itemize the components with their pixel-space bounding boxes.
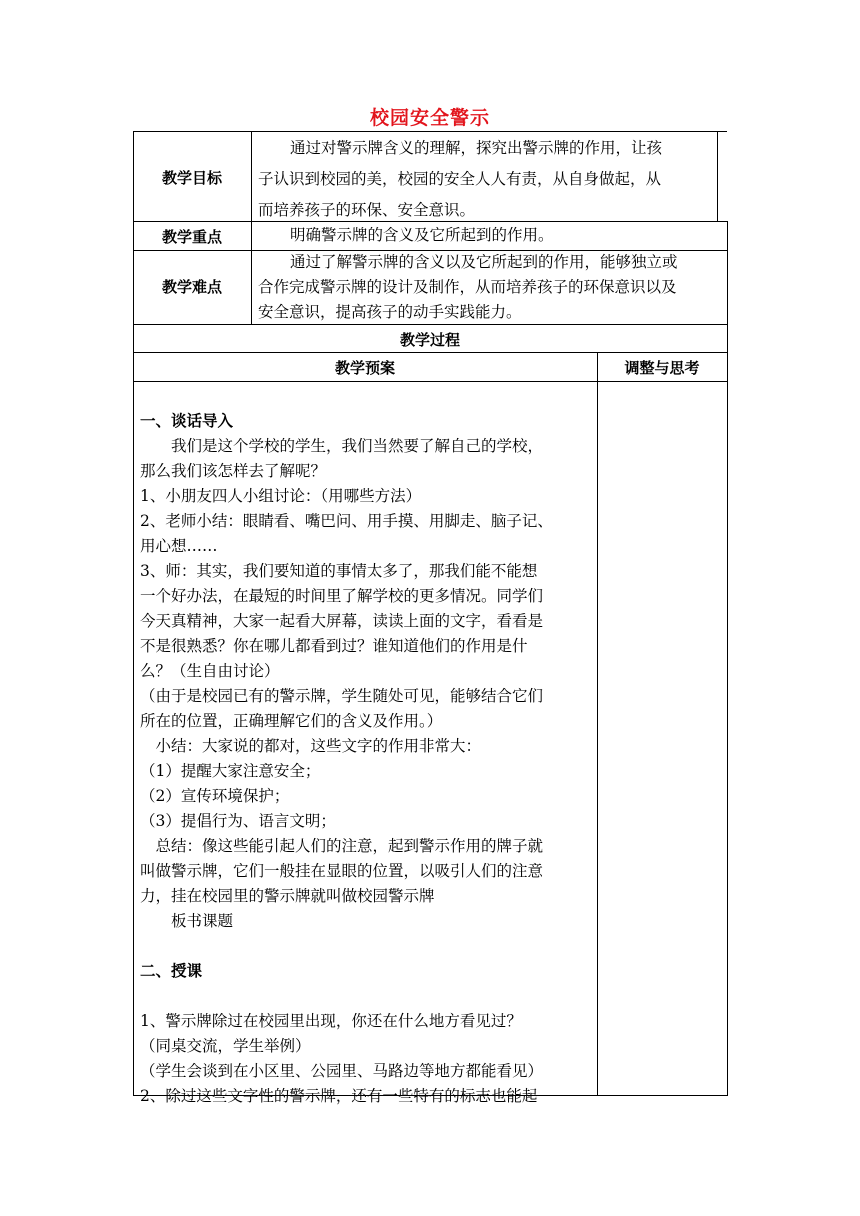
plan-line: 力，挂在校园里的警示牌就叫做校园警示牌 [140, 887, 435, 905]
plan-line: 1、小朋友四人小组讨论：（用哪些方法） [140, 487, 422, 505]
plan-line: 那么我们该怎样去了解呢？ [140, 462, 327, 480]
plan-line: 不是很熟悉？你在哪儿都看到过？谁知道他们的作用是什 [140, 637, 528, 655]
difficulties-text [258, 250, 678, 325]
key-points-label: 教学重点 [161, 228, 222, 246]
difficulties-label: 教学难点 [161, 278, 222, 296]
adjust-column-header: 调整与思考 [624, 359, 700, 377]
objectives-line: 子认识到校园的美，校园的安全人人有责，从自身做起，从 [258, 170, 662, 188]
plan-line: 总结：像这些能引起人们的注意，起到警示作用的牌子就 [140, 837, 544, 855]
plan-line: 我们是这个学校的学生，我们当然要了解自己的学校， [140, 437, 544, 455]
plan-line: 2、老师小结：眼睛看、嘴巴问、用手摸、用脚走、脑子记、 [140, 512, 553, 530]
plan-line: （2）宣传环境保护； [140, 787, 290, 805]
plan-line: 叫做警示牌，它们一般挂在显眼的位置，以吸引人们的注意 [140, 862, 544, 880]
document-title: 校园安全警示 [369, 107, 490, 129]
plan-line: 所在的位置，正确理解它们的含义及作用。） [140, 712, 443, 730]
process-header: 教学过程 [399, 331, 460, 349]
plan-line: （学生会谈到在小区里、公园里、马路边等地方都能看见） [140, 1062, 544, 1080]
plan-line [140, 984, 596, 1009]
difficulties-line: 安全意识，提高孩子的动手实践能力。 [258, 303, 522, 321]
plan-body [140, 384, 596, 1109]
objectives-text [258, 133, 662, 226]
difficulties-line: 合作完成警示牌的设计及制作，从而培养孩子的环保意识以及 [258, 278, 677, 296]
section-heading: 二、授课 [140, 962, 203, 980]
plan-line: 一个好办法，在最短的时间里了解学校的更多情况。同学们 [140, 587, 544, 605]
plan-line: （1）提醒大家注意安全； [140, 762, 321, 780]
plan-line [140, 934, 596, 959]
plan-line: 板书课题 [140, 912, 234, 930]
objectives-line: 通过对警示牌含义的理解，探究出警示牌的作用，让孩 [290, 139, 663, 157]
key-points-line: 明确警示牌的含义及它所起到的作用。 [290, 226, 554, 244]
plan-line: 小结：大家说的都对，这些文字的作用非常大： [140, 737, 482, 755]
plan-line [140, 384, 596, 409]
plan-line: 1、警示牌除过在校园里出现，你还在什么地方看见过？ [140, 1012, 522, 1030]
plan-line: 2、除过这些文字性的警示牌，还有一些特有的标志也能起 [140, 1087, 538, 1105]
difficulties-line: 通过了解警示牌的含义以及它所起到的作用，能够独立或 [290, 253, 678, 271]
objectives-label: 教学目标 [161, 169, 222, 187]
plan-line: 3、师：其实，我们要知道的事情太多了，那我们能不能想 [140, 562, 538, 580]
objectives-line: 而培养孩子的环保、安全意识。 [258, 201, 476, 219]
plan-column-header: 教学预案 [334, 359, 395, 377]
plan-line: （由于是校园已有的警示牌，学生随处可见，能够结合它们 [140, 687, 544, 705]
key-points-text [258, 220, 554, 251]
plan-line: （同桌交流，学生举例） [140, 1037, 311, 1055]
plan-line: 今天真精神，大家一起看大屏幕，读读上面的文字，看看是 [140, 612, 544, 630]
plan-line: 用心想…… [140, 537, 218, 555]
plan-line: （3）提倡行为、语言文明； [140, 812, 336, 830]
section-heading: 一、谈话导入 [140, 412, 234, 430]
plan-line: 么？（生自由讨论） [140, 662, 280, 680]
